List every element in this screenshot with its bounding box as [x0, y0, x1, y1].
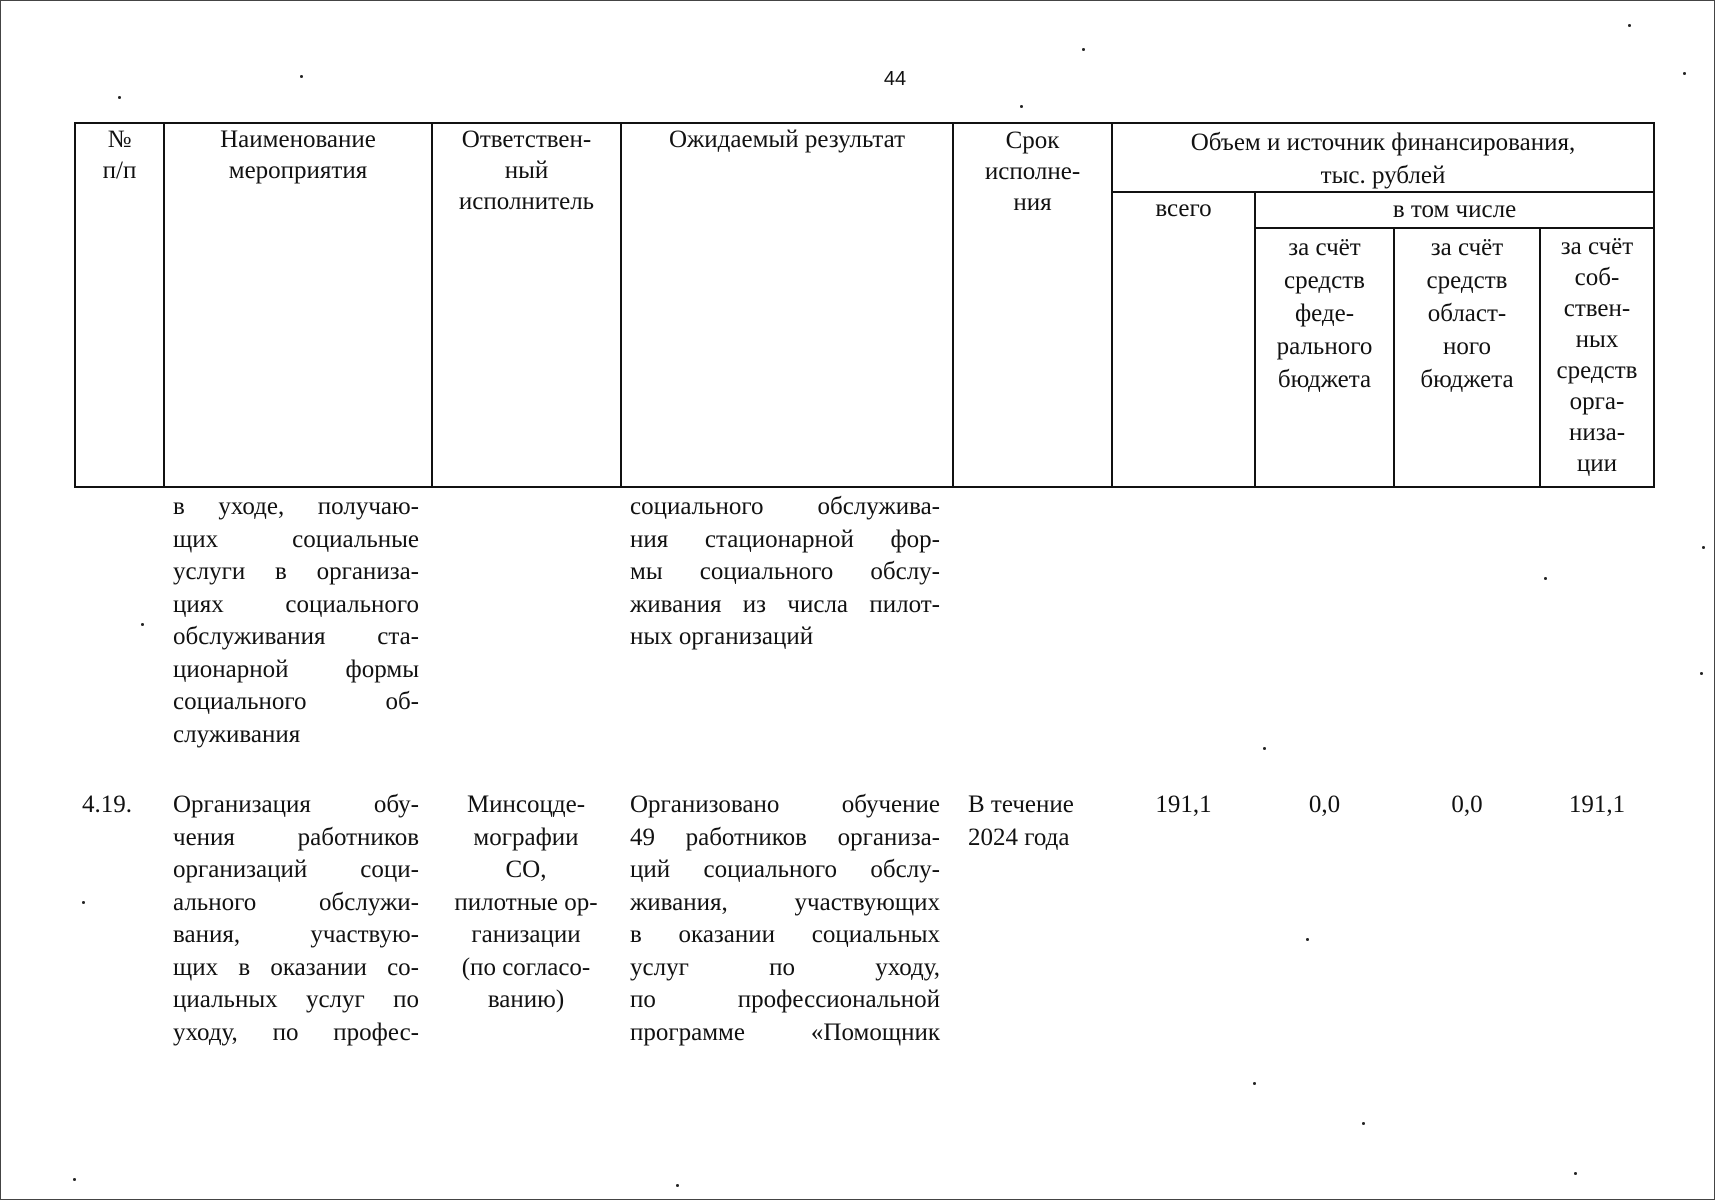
row-own-funds: 191,1 — [1568, 791, 1626, 818]
scan-speck — [1020, 105, 1023, 108]
header-term: Срок исполне- ния — [984, 127, 1081, 216]
header-no: № п/п — [102, 126, 137, 184]
scan-speck — [1082, 48, 1085, 51]
row-number: 4.19. — [82, 791, 132, 818]
page-number: 44 — [883, 68, 907, 90]
scan-speck — [1263, 747, 1266, 750]
header-responsible: Ответствен- ный исполнитель — [458, 126, 595, 215]
row-regional: 0,0 — [1451, 791, 1483, 818]
scan-speck — [1683, 72, 1686, 75]
header-bottom-border — [74, 486, 1655, 488]
scan-speck — [141, 623, 144, 626]
row-responsible: Минсоцде- мографии СО, пилотные ор- ганизации (по согласо- ванию) — [454, 791, 598, 1013]
row-term: В течение 2024 года — [968, 791, 1074, 851]
header-federal: за счёт средств феде- рального бюджета — [1276, 234, 1373, 393]
scan-speck — [676, 1184, 679, 1187]
header-total: всего — [1155, 195, 1212, 222]
scan-speck — [1628, 24, 1631, 27]
scan-speck — [73, 1178, 76, 1181]
continuation-result: социального обслужива- ния стационарной фор- мы социального обслу- живания из числа пилот- ных организаций — [630, 493, 940, 650]
row-federal: 0,0 — [1308, 791, 1341, 818]
col-sep-3 — [620, 122, 622, 488]
scan-speck — [1306, 938, 1309, 941]
scan-speck — [1253, 1082, 1256, 1085]
header-own-funds: за счёт соб- ствен- ных средств орга- низа- ции — [1556, 233, 1638, 477]
header-name: Наименование мероприятия — [220, 126, 376, 184]
header-including: в том числе — [1392, 196, 1517, 223]
scan-speck — [82, 901, 85, 904]
scan-speck — [1574, 1172, 1577, 1175]
header-finance: Объем и источник финансирования, тыс. рублей — [1190, 129, 1576, 189]
scan-speck — [300, 75, 303, 78]
scan-speck — [118, 96, 121, 99]
scan-speck — [1702, 546, 1705, 549]
header-regional: за счёт средств област- ного бюджета — [1420, 234, 1514, 393]
scan-speck — [1362, 1122, 1365, 1125]
header-result: Ожидаемый результат — [668, 126, 906, 153]
including-divider — [1254, 227, 1655, 229]
col-sep-9 — [1653, 122, 1655, 488]
scan-speck — [1700, 672, 1703, 675]
continuation-name: в уходе, получаю- щих социальные услуги в организа- циях социального обслуживания ста- ционарной формы социального об- служивания — [173, 493, 419, 748]
row-name: Организация обу- чения работников организаций соци- ального обслужи- вания, участвую- щих в оказании со- циальных услуг по уходу, по профес- — [173, 791, 419, 1046]
row-total: 191,1 — [1155, 791, 1212, 818]
row-result: Организовано обучение 49 работников организа- ций социального обслу- живания, участвующих в оказании социальных услуг по уходу, по профессиональной программе «Помощник — [630, 791, 940, 1046]
scan-speck — [1544, 577, 1547, 580]
